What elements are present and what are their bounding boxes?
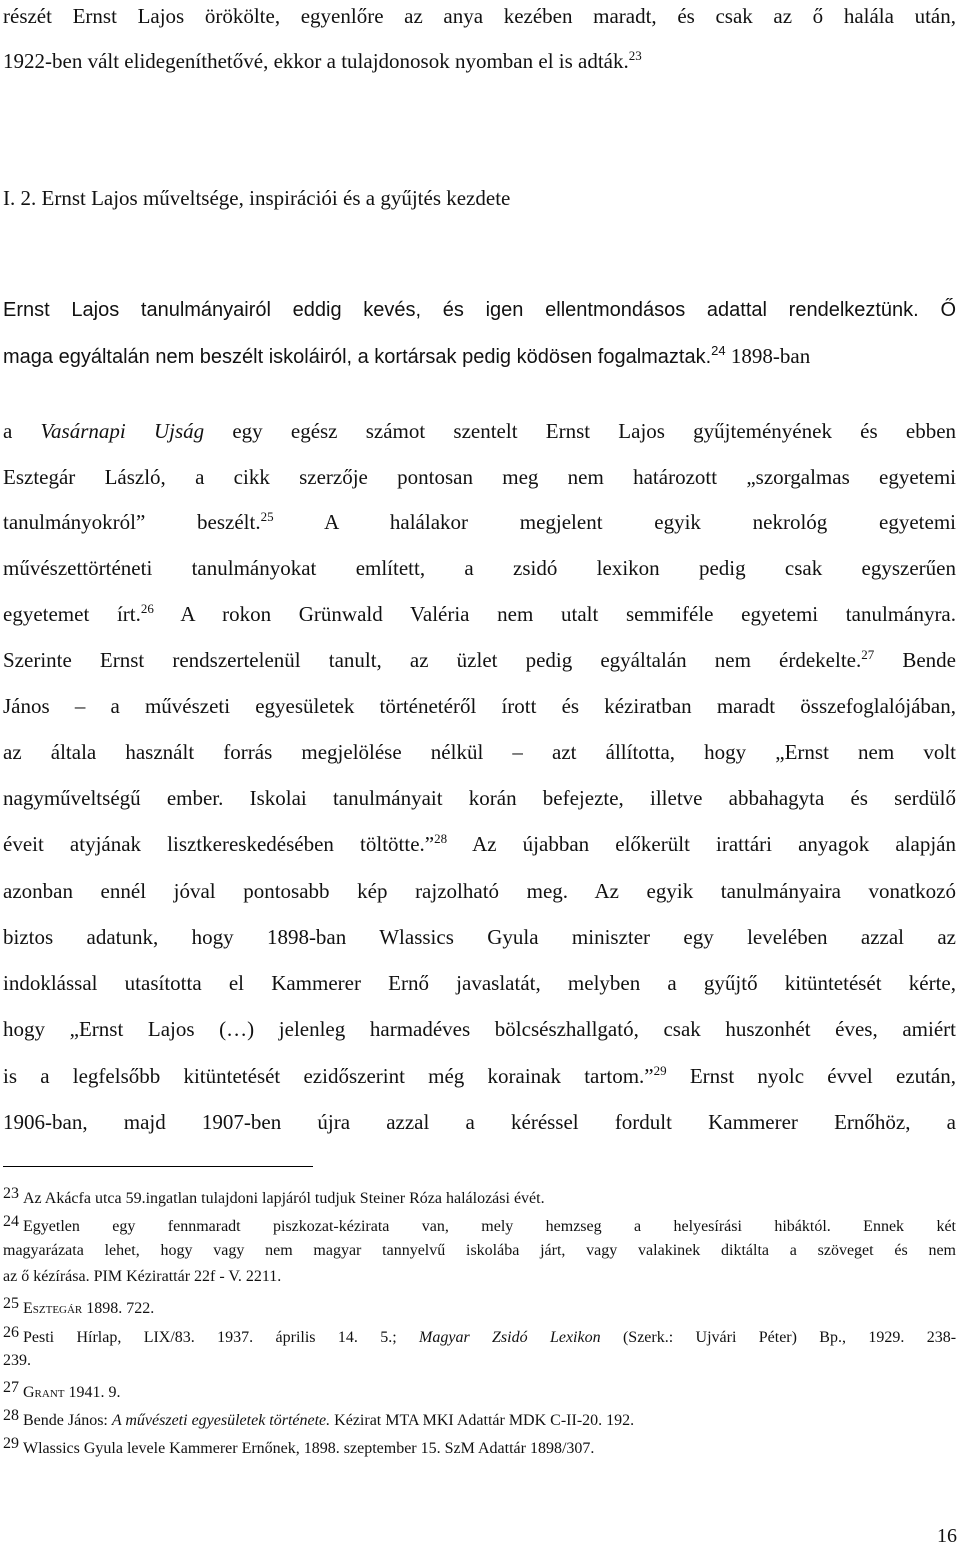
italic-title: A művészeti egyesületek története. (111, 1412, 331, 1429)
italic-title: Magyar Zsidó Lexikon (419, 1329, 601, 1346)
text: 1906-ban, majd 1907-ben újra azzal a kéréssel fordult Kammerer Ernőhöz, a (3, 1110, 956, 1134)
page-number: 16 (937, 1525, 957, 1547)
body-line (3, 738, 956, 766)
text: Az újabban előkerült irattári anyagok alapján (447, 832, 957, 856)
text: maga egyáltalán nem beszélt iskoláiról, a kortársak pedig ködösen fogalmaztak. (3, 346, 712, 368)
body-line (3, 923, 956, 951)
text: Esztegár László, a cikk szerzője pontosan meg nem határozott „szorgalmas egyetemi (3, 465, 956, 489)
footnote-text: Pesti Hírlap, LIX/83. 1937. április 14. 5.; (23, 1329, 420, 1346)
body-line (3, 554, 956, 582)
text: 1922-ben vált elidegeníthetővé, ekkor a tulajdonosok nyomban el is adták. (3, 49, 629, 73)
footnote-25 (3, 1293, 154, 1320)
text: Ernst nyolc évvel ezután, (666, 1064, 956, 1088)
footnote-ref-24[interactable]: 24 (711, 343, 726, 358)
footnote-text: 1898. 722. (82, 1300, 155, 1317)
body-line (3, 342, 810, 371)
footnote-text: Wlassics Gyula levele Kammerer Ernőnek, 1898. szeptember 15. SzM Adattár 1898/307. (23, 1440, 595, 1457)
footnote-text: Kézirat MTA MKI Adattár MDK C-II-20. 192. (330, 1412, 635, 1429)
text: Bende (874, 648, 956, 672)
text: biztos adatunk, hogy 1898-ban Wlassics Gyula miniszter egy levelében azzal az (3, 925, 956, 949)
footnote-ref-26[interactable]: 26 (140, 601, 154, 616)
body-line (3, 646, 956, 674)
footnote-26 (3, 1322, 956, 1349)
footnote-number: 24 (3, 1213, 19, 1230)
body-line (3, 463, 956, 491)
text: hogy „Ernst Lajos (…) jelenleg harmadéves bölcsészhallgató, csak huszonhét éves, amiért (3, 1017, 956, 1041)
body-line (3, 1015, 956, 1043)
footnote-24-cont (3, 1266, 281, 1288)
footnote-number: 28 (3, 1407, 19, 1424)
footnote-text: Bende János: (23, 1412, 112, 1429)
body-line (3, 600, 956, 628)
text: is a legfelsőbb kitüntetését ezidőszerint még korainak tartom.” (3, 1064, 654, 1088)
footnote-29 (3, 1433, 594, 1460)
footnote-number: 26 (3, 1324, 19, 1341)
footnote-text: az ő kézírása. PIM Kézirattár 22f - V. 2211. (3, 1268, 282, 1285)
footnote-text: 1941. 9. (64, 1384, 121, 1401)
footnote-text: Az Akácfa utca 59.ingatlan tulajdoni lapjáról tudjuk Steiner Róza halálozási évét. (23, 1190, 545, 1207)
section-heading: I. 2. Ernst Lajos műveltsége, inspirációi és a gyűjtés kezdete (3, 186, 511, 210)
text: 1898-ban (725, 344, 811, 368)
footnote-ref-27[interactable]: 27 (861, 647, 875, 662)
footnote-24 (3, 1211, 956, 1238)
text: éveit atyjának lisztkereskedésében töltötte.” (3, 832, 435, 856)
text: tanulmányokról” beszélt. (3, 510, 261, 534)
footnote-number: 29 (3, 1435, 19, 1452)
body-line (3, 1062, 956, 1090)
body-line (3, 1108, 956, 1136)
footnote-separator (3, 1166, 313, 1167)
footnote-ref-23[interactable]: 23 (628, 48, 642, 63)
footnote-number: 25 (3, 1295, 19, 1312)
text: egy egész számot szentelt Ernst Lajos gyűjteményének és ebben (204, 419, 957, 443)
footnote-ref-29[interactable]: 29 (653, 1063, 667, 1078)
body-line (3, 296, 956, 324)
body-line (3, 784, 956, 812)
footnote-28 (3, 1405, 634, 1432)
footnote-number: 23 (3, 1185, 19, 1202)
footnote-24-cont (3, 1240, 956, 1262)
body-line (3, 47, 642, 75)
text: egyetemet írt. (3, 602, 141, 626)
body-line (3, 830, 956, 858)
footnote-27 (3, 1377, 121, 1404)
body-line (3, 508, 956, 536)
body-line (3, 417, 956, 445)
footnote-ref-28[interactable]: 28 (434, 831, 448, 846)
body-line (3, 2, 956, 30)
author-smallcaps: Esztegár (23, 1300, 83, 1317)
body-line (3, 969, 956, 997)
text: művészettörténeti tanulmányokat említett, a zsidó lexikon pedig csak egyszerűen (3, 556, 956, 580)
footnote-ref-25[interactable]: 25 (260, 509, 274, 524)
text: részét Ernst Lajos örökölte, egyenlőre az anya kezében maradt, és csak az ő halála után, (3, 4, 956, 28)
footnote-text: Egyetlen egy fennmaradt piszkozat-kézirata van, mely hemzseg a helyesírási hibáktól. Ennek két (23, 1218, 956, 1235)
text: A rokon Grünwald Valéria nem utalt semmiféle egyetemi tanulmányra. (153, 602, 957, 626)
author-smallcaps: Grant (23, 1384, 65, 1401)
italic-title: Vasárnapi Ujság (40, 419, 205, 443)
text: A halálakor megjelent egyik nekrológ egyetemi (273, 510, 956, 534)
footnote-text: 239. (3, 1352, 31, 1369)
text: Szerinte Ernst rendszertelenül tanult, az üzlet pedig egyáltalán nem érdekelte. (3, 648, 862, 672)
footnote-23 (3, 1183, 545, 1210)
footnote-number: 27 (3, 1379, 19, 1396)
text: azonban ennél jóval pontosabb kép rajzolható meg. Az egyik tanulmányaira vonatkozó (3, 879, 956, 903)
text: a (3, 419, 41, 443)
footnote-text: magyarázata lehet, hogy vagy nem magyar tannyelvű iskolába járt, vagy valakinek diktálta a szöveget és nem (3, 1242, 956, 1259)
text: Ernst Lajos tanulmányairól eddig kevés, és igen ellentmondásos adattal rendelkeztünk. Ő (3, 299, 956, 321)
text: indoklással utasította el Kammerer Ernő javaslatát, melyben a gyűjtő kitüntetését kérte, (3, 971, 956, 995)
footnote-26-cont (3, 1350, 31, 1372)
text: János – a művészeti egyesületek történetéről írott és kéziratban maradt összefoglalójában, (3, 694, 956, 718)
text: nagyműveltségű ember. Iskolai tanulmányait korán befejezte, illetve abbahagyta és serdülő (3, 786, 956, 810)
text: az általa használt forrás megjelölése nélkül – azt állította, hogy „Ernst nem volt (3, 740, 956, 764)
body-line (3, 877, 956, 905)
body-line (3, 692, 956, 720)
footnote-text: (Szerk.: Ujvári Péter) Bp., 1929. 238- (600, 1329, 957, 1346)
